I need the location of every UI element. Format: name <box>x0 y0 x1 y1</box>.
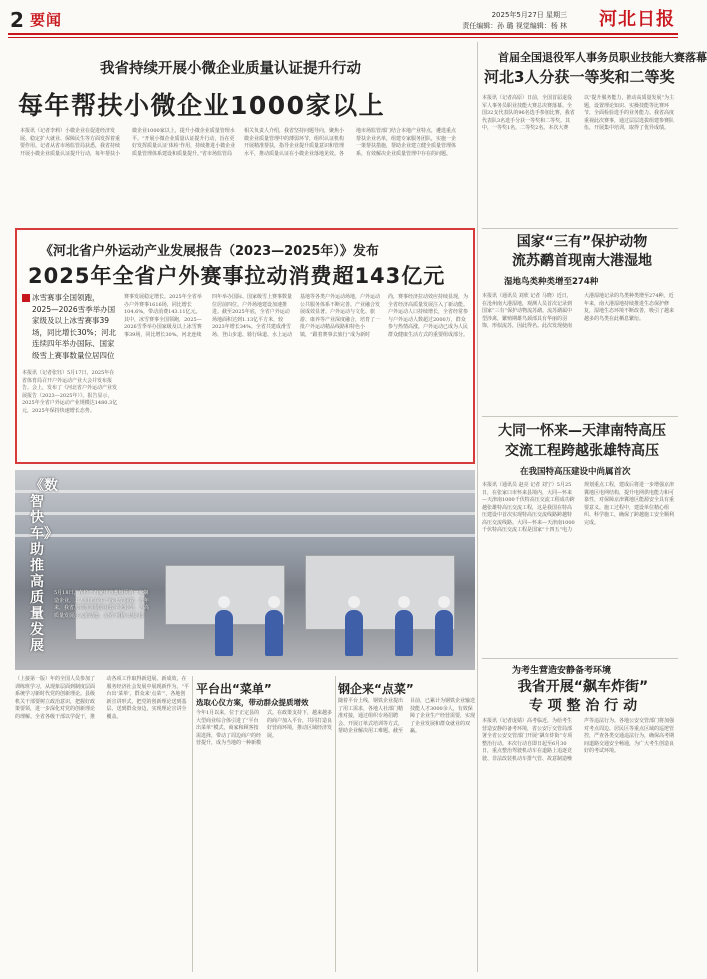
racing-headline <box>498 678 668 716</box>
factory-photo <box>15 470 475 670</box>
bird-headline-line2: 流苏鹬首现南大港湿地 <box>512 253 652 269</box>
featured-kicker: 《河北省户外运动产业发展报告（2023—2025年）》发布 <box>40 244 379 259</box>
lead-headline: 每年帮扶小微企业1000家以上 <box>18 91 386 120</box>
racing-headline-line2: 专 项 整 治 行 动 <box>528 698 638 714</box>
featured-headline: 2025年全省户外赛事拉动消费超143亿元 <box>28 264 446 288</box>
photo-caption: 5月18日，在位于石家庄市藁城区的一家制造企业，工人们正在生产线上忙碌着。近年来，我省加快推进制造业数字化转型，为高质量发展注入新动能。记者 何帆 史晨 摄 <box>54 590 150 619</box>
photo-vertical-title: 《数智快车》助推高质量发展 <box>30 478 58 654</box>
bird-headline <box>492 233 672 271</box>
uhv-article-body: 本报讯（通讯员 赵亮 记者 刘宁）5月25日，在张家口市怀来县境内，大同—怀来—天津南1000千伏特高压交流工程成功跨越张雄特高压交流工程，这是我国在特高压建设中首次实现特高压交流线路跨越特高压交流线路。大同—怀来—天津南1000千伏特高压交流工程是国家“十四五”电力规划重点工程，建成后将进一步增强京津冀地区电网结构，提升电网供电能力和可靠性，对保障京津冀地区能源安全具有重要意义。施工过程中，建设单位精心组织、科学施工，确保了跨越施工安全顺利完成。 <box>482 482 675 533</box>
contest-article-body: 本报讯（记者高原）日前，全国首届退役军人事务员职业技能大赛总决赛落幕。全国32支代表队的96名选手参加比赛，我省代表队3名选手分获一等奖和二等奖。其中，一等奖1名，二等奖2名。本次大赛以“提升服务能力，推动高质量发展”为主题，设置理论知识、实操技能等比赛环节，全面检验选手的业务能力。我省高度重视此次赛事，通过层层选拔组建参赛队伍，开展集中培训，取得了优异成绩。 <box>482 95 675 131</box>
editor-line: 责任编辑：孙 璐 视觉编辑：杨 林 <box>462 22 567 30</box>
date-line: 2025年5月27日 星期三 <box>491 11 567 19</box>
masthead-rule-thin <box>8 37 678 38</box>
masthead-rule <box>8 33 678 35</box>
uhv-subheadline: 在我国特高压建设中尚属首次 <box>520 467 631 477</box>
section-label: 要闻 <box>30 11 63 29</box>
uhv-headline-line1: 大同一怀来—天津南特高压 <box>498 423 666 439</box>
steel-headline: 钢企来“点菜” <box>338 682 414 696</box>
column-divider <box>335 676 336 972</box>
contest-headline: 河北3人分获一等奖和二等奖 <box>484 68 675 86</box>
featured-summary-text: 冰雪赛事全国领跑，2025—2026雪季举办国家级及以上冰雪赛事39场，同比增长30%；河北连续四年举办国际、国家级雪上赛事数量位居四位 <box>32 293 117 360</box>
platform-article-body: 今年1月以来，位于正定县的大型商业综合体引进了“平台出菜单”模式，商家和顾客按需选择，带动了周边商户的经营提升，成为当地的一种新模式。在政策支持下，越来越多的商户加入平台，共同打造良好营商环境，推动区域经济发展。 <box>196 710 333 746</box>
column-divider <box>192 676 193 972</box>
page-number: 2 <box>10 8 24 32</box>
bird-subheadline: 湿地鸟类种类增至274种 <box>504 277 599 287</box>
racing-article-body: 本报讯（记者庞婧）高考临近，为给考生营造安静的备考环境，省公安厅交管局部署全省公安交管部门开展“飙车炸街”专项整治行动。本次行动自即日起至6月30日，重点整治驾驶机动车在道路上追逐竞驶、非法改装机动车排气管、故意制造噪声等违法行为。各地公安交管部门将加强对考点周边、居民区等重点区域的巡逻管控，严查各类交通违法行为，确保高考期间道路交通安全畅通，为广大考生创造良好的考试环境。 <box>482 718 675 762</box>
lead-article-body: 本报讯（记者李莉）小微企业在促进经济发展、稳定扩大就业、保障民生等方面发挥着重要作用。记者从省市场监管局获悉，我省持续开展小微企业质量认证提升行动，每年帮扶小微企业1000家以上，提升小微企业质量管理水平。“开展小微企业质量认证提升行动，旨在更好发挥质量认证‘体检’作用，持续推进小微企业质量管理体系建设和质量提升。”省市场监管局相关负责人介绍，我省坚持问题导向，聚焦小微企业质量管理中的薄弱环节，组织认证机构开展精准帮扶，指导企业提升质量意识和管理水平，推动质量认证在小微企业落地见效。各地市场监管部门结合本地产业特点，遴选重点帮扶企业名单，组建专家服务团队，实施一企一策帮扶措施，帮助企业建立健全质量管理体系，有效解决企业质量管理中存在的问题。 <box>20 128 457 157</box>
divider <box>482 228 678 229</box>
contest-kicker: 首届全国退役军人事务员职业技能大赛落幕 <box>498 51 707 64</box>
featured-article-body: 赛事发展稳定增长。2025年全省举办户外赛事1616场，同比增长104.6%，带动消费143.11亿元。其中，冰雪赛事全国领跑，2025—2026雪季举办国家级及以上冰雪赛事39场，同比增长30%。河北连续四年举办国际、国家级雪上赛事数量位居前四位。户外场地建设加速推进。截至2025年底，全省户外运动场地面积达到1.13亿平方米，较2023年增长34%。全省共建成滑雪场、登山步道、骑行绿道、水上运动基地等各类户外运动场地，户外运动公共服务体系不断完善。产业融合发展成效显著。户外运动与文化、旅游、康养等产业深度融合，培育了一批户外运动精品线路和特色小镇，“跟着赛事去旅行”成为新时尚，赛事经济拉动效应持续显现，为全省经济高质量发展注入了新动能。户外运动人口持续增长，全省经常参与户外运动人数超过2000万，群众参与热情高涨，户外运动已成为人民群众健康生活方式的重要组成部分。 <box>124 294 469 338</box>
featured-summary <box>22 294 118 362</box>
bird-article-body: 本报讯（通讯员 刘欣 记者 马晓）近日，在沧州南大港湿地，观测人员首次记录到国家“三有”保护动物流苏鹬。流苏鹬属中型涉禽，繁殖期雄鸟颈部具有华丽的羽饰，形似流苏，因此得名。此次发现使南大港湿地记录的鸟类种类增至274种。近年来，南大港湿地持续推进生态保护修复，湿地生态环境不断改善，吸引了越来越多的鸟类在此栖息繁衍。 <box>482 293 675 329</box>
uhv-headline <box>484 421 680 461</box>
platform-subheadline: 选取心仪方案，带动群众提质增效 <box>196 698 309 707</box>
column-divider <box>477 42 478 972</box>
uhv-headline-line2: 交流工程跨越张雄特高压 <box>505 443 659 459</box>
featured-lead-paragraph: 本报讯（记者张钰）5月17日，2025年在省体育局召开户外运动产业大会并发布报告。会上，发布了《河北省户外运动产业发展报告（2023—2025年）》。报告显示，2025年全省户外运动产业规模达1480.3亿元，2025年保持快速增长态势。 <box>22 370 118 414</box>
platform-headline: 平台出“菜单” <box>196 682 272 696</box>
lead-kicker: 我省持续开展小微企业质量认证提升行动 <box>100 61 361 77</box>
summary-marker-icon <box>22 294 30 302</box>
racing-headline-line1: 我省开展“飙车炸街” <box>517 679 649 695</box>
divider <box>482 658 678 659</box>
newspaper-logo: 河北日报 <box>599 9 675 30</box>
steel-article-body: 随着平台上线，钢铁企业提出了用工需求，各地人社部门精准对接，通过组织专场招聘会、开展订单式培训等方式，帮助企业解决用工难题。截至目前，已累计为钢铁企业输送技能人才3000余人，有效保障了企业生产经营需要，实现了企业发展和群众就业的双赢。 <box>338 698 476 734</box>
racing-kicker: 为考生营造安静备考环境 <box>512 666 612 676</box>
continued-article-body: （上接第一版）年的全国人员参加了训练班学习，从现象层面到制度层面系统学习新时代党的创新理论。县级机关干部要树立政治意识，把握好政策要领，进一步深化对党的创新理论的理解。全省各级干部以学促干，推动各项工作取得新进展、新成效，在服务经济社会发展中展现新作为。“平台出‘菜单’，群众来‘点菜’”，各地创新宣讲形式，把党的创新理论送到基层、送到群众身边，实现理论宣讲全覆盖。 <box>15 676 190 720</box>
bird-headline-line1: 国家“三有”保护动物 <box>516 234 648 250</box>
